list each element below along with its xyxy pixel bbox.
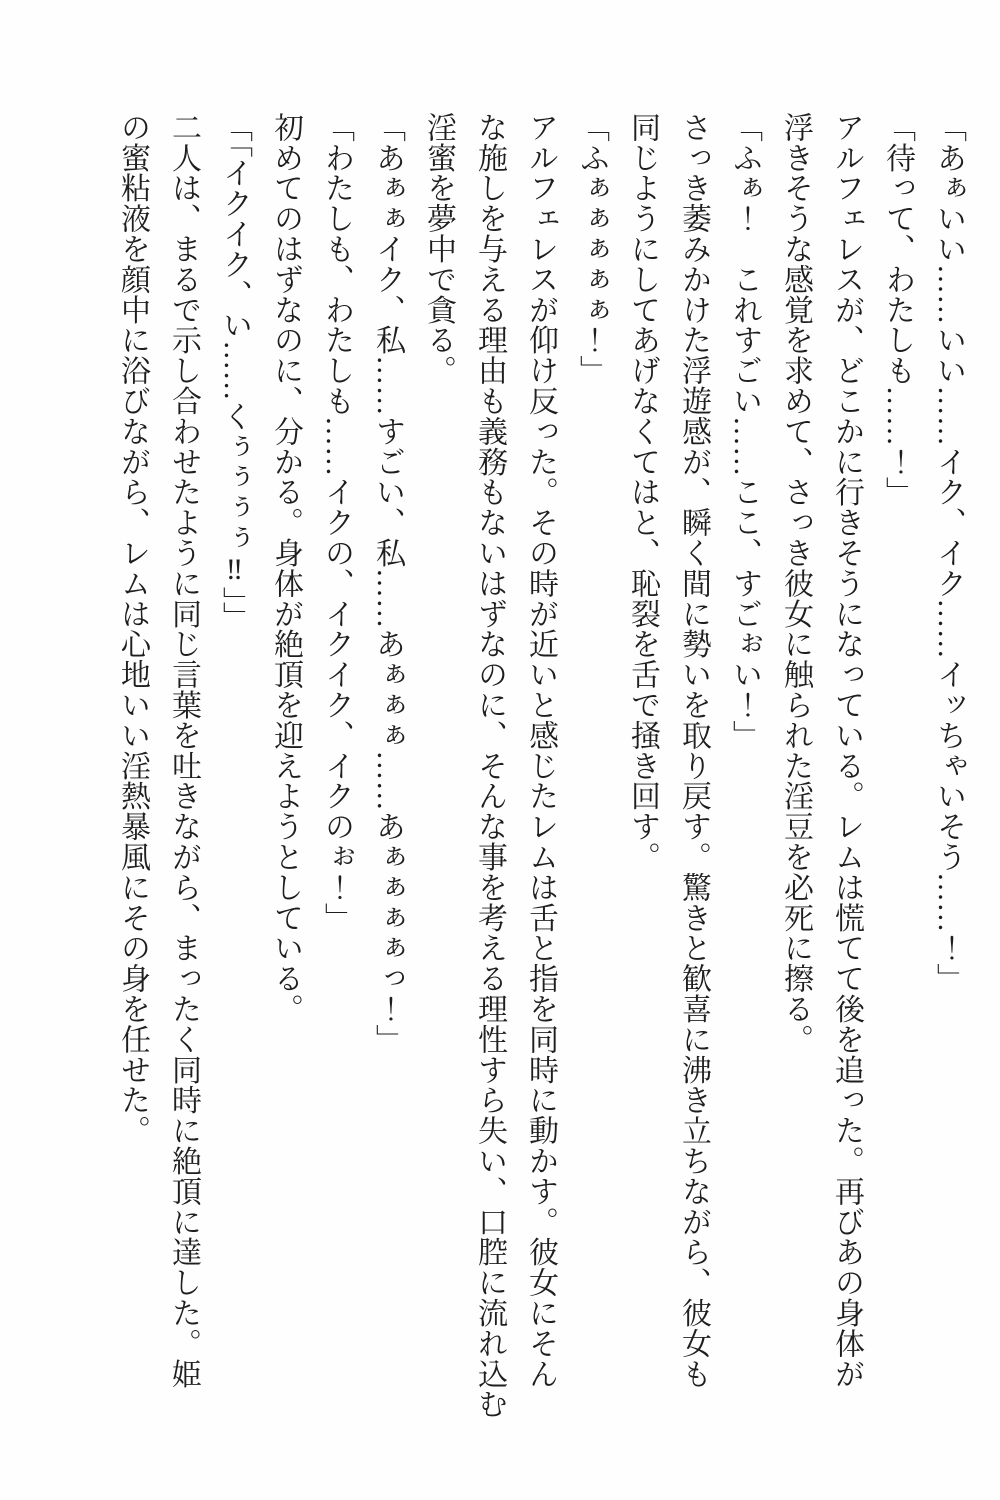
text-line: 浮きそうな感覚を求めて、さっき彼女に触られた淫豆を必死に擦る。 — [779, 112, 812, 1055]
text-line: 「「イクイク、い……くぅぅぅぅ‼」」 — [218, 112, 251, 633]
text-line: 初めてのはずなのに、分かる。身体が絶頂を迎えようとしている。 — [269, 112, 302, 1024]
text-line: 二人は、まるで示し合わせたように同じ言葉を吐きながら、まったく同時に絶頂に達した。姫 — [167, 112, 200, 1389]
text-line: 「待って、わたしも……！」 — [881, 112, 914, 508]
vertical-text-block — [107, 112, 974, 1442]
text-line: の蜜粘液を顔中に浴びながら、レムは心地いい淫熱暴風にその身を任せた。 — [116, 112, 149, 1146]
text-line: 「ふぁぁぁぁぁ！」 — [575, 112, 608, 386]
text-line: 「あぁいい……いい……イク、イク……イッちゃいそう……！」 — [932, 112, 965, 994]
text-line: 淫蜜を夢中で貪る。 — [422, 112, 455, 386]
text-line: 「わたしも、わたしも……イクの、イクイク、イクのぉ！」 — [320, 112, 353, 933]
text-line: アルフェレスが仰け反った。その時が近いと感じたレムは舌と指を同時に動かす。彼女にそん — [524, 112, 557, 1389]
text-line: 「あぁぁイク、私……すごい、私……あぁぁぁ……あぁぁぁぁっ！」 — [371, 112, 404, 1055]
text-line: 「ふぁ！ これすごい……ここ、すごぉい！」 — [728, 112, 761, 751]
text-line: さっき萎みかけた浮遊感が、瞬く間に勢いを取り戻す。驚きと歓喜に沸き立ちながら、彼女も — [677, 112, 710, 1389]
text-line: アルフェレスが、どこかに行きそうになっている。レムは慌てて後を追った。再びあの身体が — [830, 112, 863, 1389]
text-line: 同じようにしてあげなくてはと、恥裂を舌で掻き回す。 — [626, 112, 659, 873]
text-line: な施しを与える理由も義務もないはずなのに、そんな事を考える理性すら失い、口腔に流れ込む — [473, 112, 506, 1420]
